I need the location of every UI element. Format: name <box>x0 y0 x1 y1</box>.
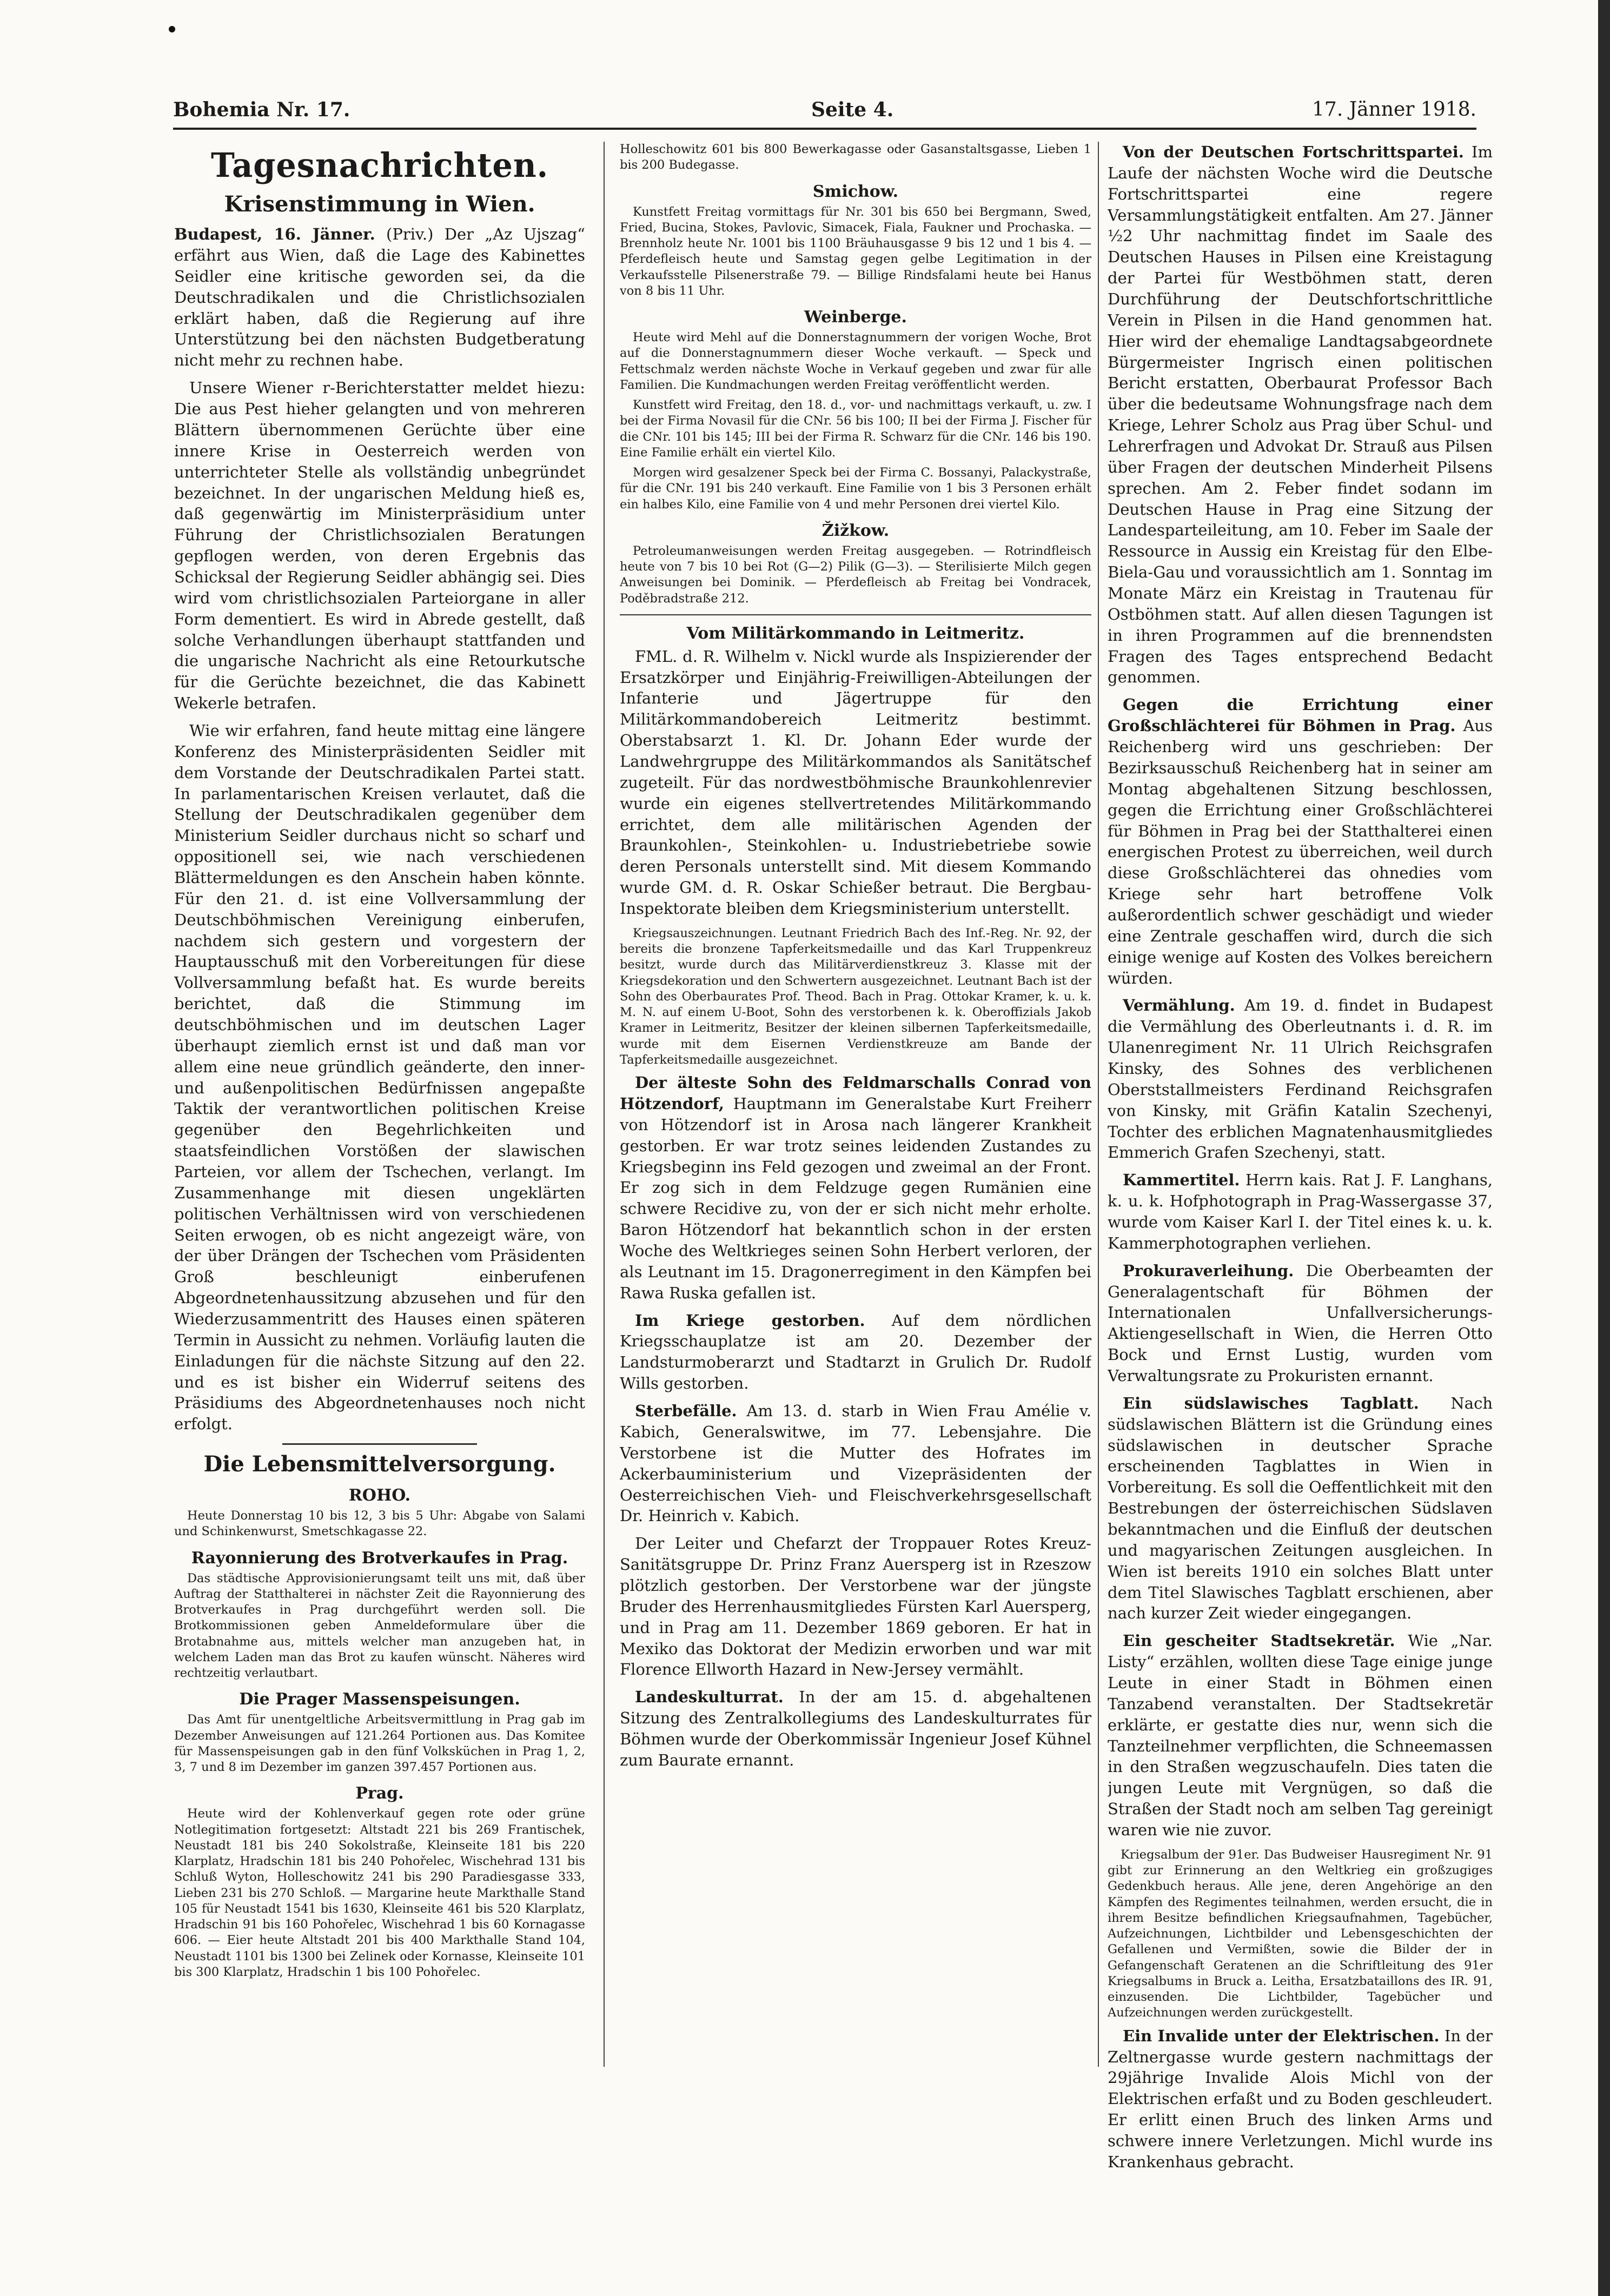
inline-text: Herrn kais. Rat J. F. Langhans, k. u. k. Hofphotograph in Prag-Wassergasse 37, wurde vom Kaiser Karl I. der Titel eines k. u. k. Kammerphotographen verliehen. <box>1108 1171 1493 1252</box>
inline-heading: Der älteste Sohn des Feldmarschalls Conrad von Hötzendorf, <box>620 1073 1091 1113</box>
inline-heading: Im Kriege gestorben. <box>635 1311 865 1330</box>
subheading: Smichow. <box>812 182 899 201</box>
article-paragraph <box>620 1401 1091 1527</box>
page-header <box>173 91 1476 125</box>
notice-paragraph: Heute wird der Kohlenverkauf gegen rote oder grüne Notlegitimation fortgesetzt: Altstadt 221 bis 269 Frantischek, Neustadt 181 bis 240 Sokolstraße, Kleinseite 181 bis 220 Klarplatz, Hradschin 181 bis 240 Pohořelec, Wischehrad 131 bis Schluß Wyton, Holleschowitz 241 bis 290 Paradiesgasse 333, Lieben 231 bis 270 Schloß. — Margarine heute Markthalle Stand 105 für Neustadt 1541 bis 1630, Kleinseite 461 bis 520 Klarplatz, Hradschin 91 bis 160 Pohořelec, Wischehrad 1 bis 60 Kornagasse 606. — Eier heute Altstadt 201 bis 400 Markthalle Stand 104, Neustadt 1101 bis 1300 bei Zelinek oder Kornasse, Kleinseite 101 bis 300 Klarplatz, Hradschin 1 bis 100 Pohořelec. <box>174 1807 585 1979</box>
article-paragraph <box>1108 2026 1493 2173</box>
inline-heading: Landeskulturrat. <box>635 1688 784 1707</box>
inline-text: Auf dem nördlichen Kriegsschauplatze ist am 20. Dezember der Landsturmoberarzt und Stadtarzt in Grulich Dr. Rudolf Wills gestorben. <box>620 1311 1091 1393</box>
notice-paragraph: Das Amt für unentgeltliche Arbeitsvermittlung in Prag gab im Dezember Anweisungen auf 121.264 Portionen aus. Das Komitee für Massenspeisungen gab in den fünf Volksküchen in Prag 1, 2, 3, 7 und 8 im Dezember im ganzen 397.457 Portionen aus. <box>174 1713 585 1775</box>
subheading: Žižkow. <box>821 521 890 540</box>
notice-paragraph: Kriegsauszeichnungen. Leutnant Friedrich Bach des Inf.-Reg. Nr. 92, der bereits die bronzene Tapferkeitsmedaille und das Karl Truppenkreuz besitzt, wurde durch das Militärverdienstkreuz 3. Klasse mit der Kriegsdekoration und den Schwertern ausgezeichnet. Leutnant Bach ist der Sohn des Oberbaurates Prof. Theod. Bach in Prag. Ottokar Kramer, k. u. k. M. N. auf einem U-Boot, Sohn des verstorbenen k. k. Oberoffizials Jakob Kramer in Leitmeritz, Besitzer der kleinen silbernen Tapferkeitsmedaille, wurde mit dem Eisernen Verdienstkreuze am Bande der Tapferkeitsmedaille ausgezeichnet. <box>620 926 1091 1067</box>
article-paragraph: Der Leiter und Chefarzt der Troppauer Rotes Kreuz-Sanitätsgruppe Dr. Prinz Franz Auersperg ist in Rzeszow plötzlich gestorben. Der Verstorbene war der jüngste Bruder des Herrenhausmitgliedes Fürsten Karl Auersperg, und in Prag am 11. Dezember 1869 geboren. Er hat in Mexiko das Doktorat der Medizin erworben und war mit Florence Ellworth Hazard in New-Jersey vermählt. <box>620 1534 1091 1679</box>
inline-text: Am 13. d. starb in Wien Frau Amélie v. Kabich, Generalswitwe, im 77. Lebensjahre. Die Verstorbene ist die Mutter des Hofrates im Ackerbauministerium und Vizepräsidenten der Oesterreichischen Vieh- und Fleischverkehrsgesellschaft Dr. Heinrich v. Kabich. <box>620 1402 1091 1525</box>
notice-paragraph: Heute wird Mehl auf die Donnerstagnummern der vorigen Woche, Brot auf die Donnerstagnummern dieser Woche verkauft. — Speck und Fettschmalz werden nächste Woche in Verkauf gegeben und zwar für alle Familien. Die Kundmachungen werden Freitag veröffentlicht werden. <box>620 330 1091 392</box>
inline-text: In der am 15. d. abgehaltenen Sitzung des Zentralkollegiums des Landeskulturrates für Böhmen wurde der Oberkommissär Ingenieur Josef Kühnel zum Baurate ernannt. <box>620 1688 1091 1769</box>
inline-heading: Ein südslawisches Tagblatt. <box>1123 1393 1419 1412</box>
lead-text: (Priv.) Der „Az Ujszag“ erfährt aus Wien, daß die Lage des Kabinettes Seidler eine kritische geworden sei, da die Deutschradikalen und die Christlichsozialen erklärt haben, daß die Regierung auf ihre Unterstützung bei den nächsten Budgetberatung nicht mehr zu rechnen habe. <box>174 225 585 370</box>
subheading: Vom Militärkommando in Leitmeritz. <box>686 623 1025 643</box>
column-2 <box>620 142 1091 2186</box>
article-paragraph: Unsere Wiener r-Berichterstatter meldet hiezu: Die aus Pest hieher gelangten und von mehreren Blättern übernommenen Gerüchte über eine innere Krise in Oesterreich werden von unterrichteter Stelle als vollständig unbegründet bezeichnet. In der ungarischen Meldung hieß es, daß gegenwärtig im Ministerpräsidium unter Führung der Christlichsozialen Beratungen gepflogen werden, von deren Ergebnis das Schicksal der Regierung Seidler abhängig sei. Dies wird vom christlichsozialen Parteiorgane in aller Form dementiert. Es wird in Abrede gestellt, daß solche Verhandlungen überhaupt stattfanden und die ungarische Nachricht als eine Retourkutsche für die Gerüchte bezeichnet, die das Kabinett Wekerle betrafen. <box>174 379 585 713</box>
subheading: ROHO. <box>348 1486 411 1505</box>
notice-paragraph: Heute Donnerstag 10 bis 12, 3 bis 5 Uhr: Abgabe von Salami und Schinkenwurst, Smetschkagasse 22. <box>174 1509 585 1539</box>
inline-heading: Prokuraverleihung. <box>1123 1261 1294 1280</box>
header-newspaper-issue: Bohemia Nr. 17. <box>173 98 350 121</box>
column-3 <box>1108 142 1493 2186</box>
article-paragraph <box>620 1072 1091 1303</box>
column-divider <box>604 142 605 2067</box>
header-rule <box>173 128 1476 130</box>
article-paragraph <box>1108 1260 1493 1386</box>
article-paragraph <box>1108 1393 1493 1624</box>
inline-heading: Ein Invalide unter der Elektrischen. <box>1123 2026 1440 2045</box>
inline-text: Aus Reichenberg wird uns geschrieben: Der Bezirksausschuß Reichenberg hat in seiner am Montag abgehaltenen Sitzung beschlossen, gegen die Errichtung einer Großschlächterei für Böhmen in Prag bei der Statthalterei einen energischen Protest zu überreichen, weil durch diese Großschlächterei das ohnedies vom Kriege sehr hart betroffene Volk außerordentlich schwer geschädigt und wieder eine Zentrale geschaffen wird, durch die sich einige wenige auf Kosten des Volkes bereichern würden. <box>1108 716 1493 987</box>
inline-heading: Ein gescheiter Stadtsekretär. <box>1123 1631 1395 1650</box>
article-paragraph <box>620 1687 1091 1770</box>
inline-heading: Von der Deutschen Fortschrittspartei. <box>1123 143 1464 161</box>
inline-heading: Sterbefälle. <box>635 1402 737 1421</box>
inline-text: Die Oberbeamten der Generalagentschaft für Böhmen der Internationalen Unfallversicherungs-Aktiengesellschaft in Wien, die Herren Otto Bock und Ernst Lustig, wurden vom Verwaltungsrate zu Prokuristen ernannt. <box>1108 1261 1493 1385</box>
article-paragraph <box>620 1310 1091 1394</box>
inline-heading: Vermählung. <box>1123 996 1235 1015</box>
inline-text: In der Zeltnergasse wurde gestern nachmittags der 29jährige Invalide Alois Michl von der Elektrischen erfaßt und zu Boden geschleudert. Er erlitt einen Bruch des linken Arms und schwere innere Verletzungen. Michl wurde ins Krankenhaus gebracht. <box>1108 2026 1493 2171</box>
inline-text: Nach südslawischen Blättern ist die Gründung eines südslawischen in deutscher Sprache erscheinenden Tagblattes in Wien in Vorbereitung. Es soll die Oeffentlichkeit mit den Bestrebungen der österreichischen Südslaven bekanntmachen und die Einfluß der deutschen und magyarischen Zeitungen ausgleichen. In Wien ist bereits 1910 ein solches Blatt unter dem Titel Slawisches Tagblatt erschienen, aber nach kurzer Zeit wieder eingegangen. <box>1108 1393 1493 1623</box>
notice-paragraph: Morgen wird gesalzener Speck bei der Firma C. Bossanyi, Palackystraße, für die CNr. 191 bis 240 verkauft. Eine Familie von 1 bis 3 Personen erhält ein halbes Kilo, eine Familie von 4 und mehr Personen drei viertel Kilo. <box>620 466 1091 512</box>
notice-paragraph: Holleschowitz 601 bis 800 Bewerkagasse oder Gasanstaltsgasse, Lieben 1 bis 200 Budegasse. <box>620 142 1091 172</box>
punch-hole-mark <box>169 26 175 32</box>
article-paragraph <box>1108 694 1493 988</box>
article-separator <box>620 614 1091 615</box>
inline-text: Im Laufe der nächsten Woche wird die Deutsche Fortschrittspartei eine regere Versammlungstätigkeit entfalten. Am 27. Jänner ½2 Uhr nachmittag findet im Saale des Deutschen Hauses in Pilsen eine Kreistagung der Partei für Westböhmen statt, deren Durchführung der Deutschfortschrittliche Verein in Pilsen in die Hand genommen hat. Hier wird der ehemalige Landtagsabgeordnete Bürgermeister Ingrisch einen politischen Bericht erstatten, Oberbaurat Professor Bach über die bedeutsame Wohnungsfrage nach dem Kriege, Lehrer Scholz aus Prag über Schul- und Lehrerfragen und Advokat Dr. Strauß aus Pilsen über Fragen der deutschen Minderheit Pilsens sprechen. Am 2. Feber findet sodann im Deutschen Hause in Prag eine Sitzung der Landesparteileitung, am 10. Feber im Saale der Ressource in Aussig ein Kreistag für den Elbe-Biela-Gau und voraussichtlich am 1. Sonntag im Monate März ein Kreistag in Trautenau für Ostböhmen statt. Auf allen diesen Tagungen ist in ihren Programmen auf die brennendsten Fragen des Tages entsprechend Bedacht genommen. <box>1108 143 1493 687</box>
inline-text: Am 19. d. findet in Budapest die Vermählung des Oberleutnants i. d. R. im Ulanenregiment Nr. 11 Ulrich Reichsgrafen Kinsky, des Sohnes des verblichenen Oberststallmeisters Ferdinand Reichsgrafen von Kinsky, mit Gräfin Katalin Szechenyi, Tochter des erblichen Magnatenhausmitgliedes Emmerich Grafen Szechenyi, statt. <box>1108 996 1493 1162</box>
article-paragraph <box>1108 995 1493 1163</box>
dateline: Budapest, 16. Jänner. <box>174 225 375 244</box>
inline-heading: Gegen die Errichtung einer Großschlächterei für Böhmen in Prag. <box>1108 695 1493 735</box>
inline-text: Hauptmann im Generalstabe Kurt Freiherr von Hötzendorf ist in Arosa nach längerer Krankheit gestorben. Er war trotz seines leidenden Zustandes zu Kriegsbeginn ins Feld gezogen und zweimal an der Front. Er zog sich in dem Feldzuge gegen Rumänien eine schwere Recidive zu, von der er sich nicht mehr erholte. Baron Hötzendorf hat bekanntlich schon in der ersten Woche des Weltkrieges seinen Sohn Herbert verloren, der als Leutnant im 15. Dragonerregiment in den Kämpfen bei Rawa Ruska gefallen ist. <box>620 1094 1091 1302</box>
notice-paragraph: Das städtische Approvisionierungsamt teilt uns mit, daß über Auftrag der Statthalterei in nächster Zeit die Rayonnierung des Brotverkaufes in Prag durchgeführt werden soll. Die Brotkommissionen geben Anmeldeformulare über die Brotabnahme aus, mittels welcher man anzugeben hat, in welchem Laden man das Brot zu kaufen wünscht. Näheres wird rechtzeitig verlautbart. <box>174 1571 585 1681</box>
subheading: Weinberge. <box>804 308 907 327</box>
notice-paragraph: Kunstfett Freitag vormittags für Nr. 301 bis 650 bei Bergmann, Swed, Fried, Bucina, Stokes, Pavlovic, Simacek, Fiala, Faukner und Prochaska. — Brennholz heute Nr. 1001 bis 1100 Bräuhausgasse 9 bis 12 und 1 bis 4. — Pferdefleisch heute und Samstag gegen gelbe Legitimation in der Verkaufsstelle Pilsenerstraße 79. — Billige Rindsfalami heute bei Hanus von 8 bis 11 Uhr. <box>620 204 1091 298</box>
article-paragraph <box>1108 142 1493 688</box>
header-page-number: Seite 4. <box>811 98 894 121</box>
article-paragraph <box>1108 1170 1493 1253</box>
inline-heading: Kammertitel. <box>1123 1171 1240 1190</box>
article-headline: Krisenstimmung in Wien. <box>224 191 535 217</box>
article-lead <box>174 224 585 371</box>
subheading: Rayonnierung des Brotverkaufes in Prag. <box>191 1548 568 1568</box>
page-edge <box>1598 0 1610 2296</box>
column-1 <box>174 142 585 2186</box>
article-paragraph: FML. d. R. Wilhelm v. Nickl wurde als Inspizierender der Ersatzkörper und Einjährig-Freiwilligen-Abteilungen der Infanterie und Jägertruppe für den Militärkommandobereich Leitmeritz bestimmt. Oberstabsarzt 1. Kl. Dr. Johann Eder wurde der Landwehrgruppe des Militärkommandos als Sanitätschef zugeteilt. Für das nordwestböhmische Braunkohlenrevier wurde ein eigenes stellvertretendes Militärkommando errichtet, dem alle militärischen Agenden der Braunkohlen-, Steinkohlen- u. Industriebetriebe sowie deren Personals unterstellt sind. Mit diesem Kommando wurde GM. d. R. Oskar Schießer betraut. Die Bergbau-Inspektorate bleiben dem Kriegsministerium unterstellt. <box>620 647 1091 918</box>
inline-text: Wie „Nar. Listy“ erzählen, wollten diese Tage einige junge Leute in einer Stadt in Böhmen einen Tanzabend veranstalten. Der Stadtsekretär erklärte, er gestatte dies nur, wenn sich die Tanzteilnehmer verpflichten, die Schneemassen in den Straßen wegzuschaufeln. Dies taten die jungen Leute mit Vergnügen, so daß die Straßen der Stadt noch am selben Tag gereinigt waren wie nie zuvor. <box>1108 1631 1493 1840</box>
column-divider <box>1098 142 1099 2067</box>
article-paragraph: Wie wir erfahren, fand heute mittag eine längere Konferenz des Ministerpräsidenten Seidler mit dem Vorstande der Deutschradikalen Partei statt. In parlamentarischen Kreisen verlautet, daß die Stellung der Deutschradikalen gegenüber dem Ministerium Seidler durchaus nicht so scharf und oppositionell sei, wie nach verschiedenen Blättermeldungen es den Anschein haben könnte. Für den 21. d. ist eine Vollversammlung der Deutschböhmischen Vereinigung einberufen, nachdem sich gestern und vorgestern der Hauptausschuß mit den Vorbereitungen für diese Vollversammlung befaßt hat. Es wurde bereits berichtet, daß die Stimmung im deutschböhmischen und im deutschen Lager überhaupt ziemlich ernst ist und daß man vor allem eine neue gründlich geänderte, den inner- und außenpolitischen Bedürfnissen angepaßte Taktik der verantwortlichen politischen Kreise gegenüber den Begehrlichkeiten und staatsfeindlichen Vorstößen der slawischen Parteien, vor allem der Tschechen, verlangt. Im Zusammenhange mit diesen ungeklärten politischen Verhältnissen wird von verschiedenen Seiten erwogen, ob es nicht angezeigt wäre, von der über Drängen der Tschechen vom Präsidenten Groß beschleunigt einberufenen Abgeordnetenhaussitzung abzusehen und für den Wiederzusammentritt des Hauses einen späteren Termin in Aussicht zu nehmen. Vorläufig lauten die Einladungen für die nächste Sitzung auf den 22. und es ist bisher ein Widerruf seitens des Präsidiums des Abgeordnetenhauses noch nicht erfolgt. <box>174 721 585 1434</box>
notice-paragraph: Kunstfett wird Freitag, den 18. d., vor- und nachmittags verkauft, u. zw. I bei der Firma Novasil für die CNr. 56 bis 100; II bei der Firma J. Fischer für die CNr. 101 bis 145; III bei der Firma R. Schwarz für die CNr. 146 bis 190. Eine Familie erhält ein viertel Kilo. <box>620 398 1091 460</box>
section-title: Tagesnachrichten. <box>210 145 549 185</box>
article-paragraph <box>1108 1630 1493 1841</box>
notice-paragraph: Kriegsalbum der 91er. Das Budweiser Hausregiment Nr. 91 gibt zur Erinnerung an den Weltkrieg ein großzugiges Gedenkbuch heraus. Alle jene, deren Angehörige an den Kämpfen des Regimentes teilnahmen, werden ersucht, die in ihrem Besitze befindlichen Kriegsaufnahmen, Tagebücher, Aufzeichnungen, Lichtbilder und Lebensgeschichten der Gefallenen und Vermißten, sowie die Bilder der in Gefangenschaft Geratenen an die Schriftleitung des 91er Kriegsalbums in Bruck a. Leitha, Ersatzbataillons des IR. 91, einzusenden. Die Lichtbilder, Tagebücher und Aufzeichnungen werden zurückgestellt. <box>1108 1847 1493 2020</box>
header-date: 17. Jänner 1918. <box>1312 98 1476 121</box>
article-separator <box>282 1443 477 1445</box>
article-headline: Die Lebensmittelversorgung. <box>203 1451 556 1477</box>
subheading: Prag. <box>355 1784 404 1803</box>
notice-paragraph: Petroleumanweisungen werden Freitag ausgegeben. — Rotrindfleisch heute von 7 bis 10 bei Rot (G—2) Pilik (G—3). — Sterilisierte Milch gegen Anweisungen bei Dominik. — Pferdefleisch ab Freitag bei Vondracek, Poděbradstraße 212. <box>620 543 1091 606</box>
subheading: Die Prager Massenspeisungen. <box>239 1690 520 1709</box>
